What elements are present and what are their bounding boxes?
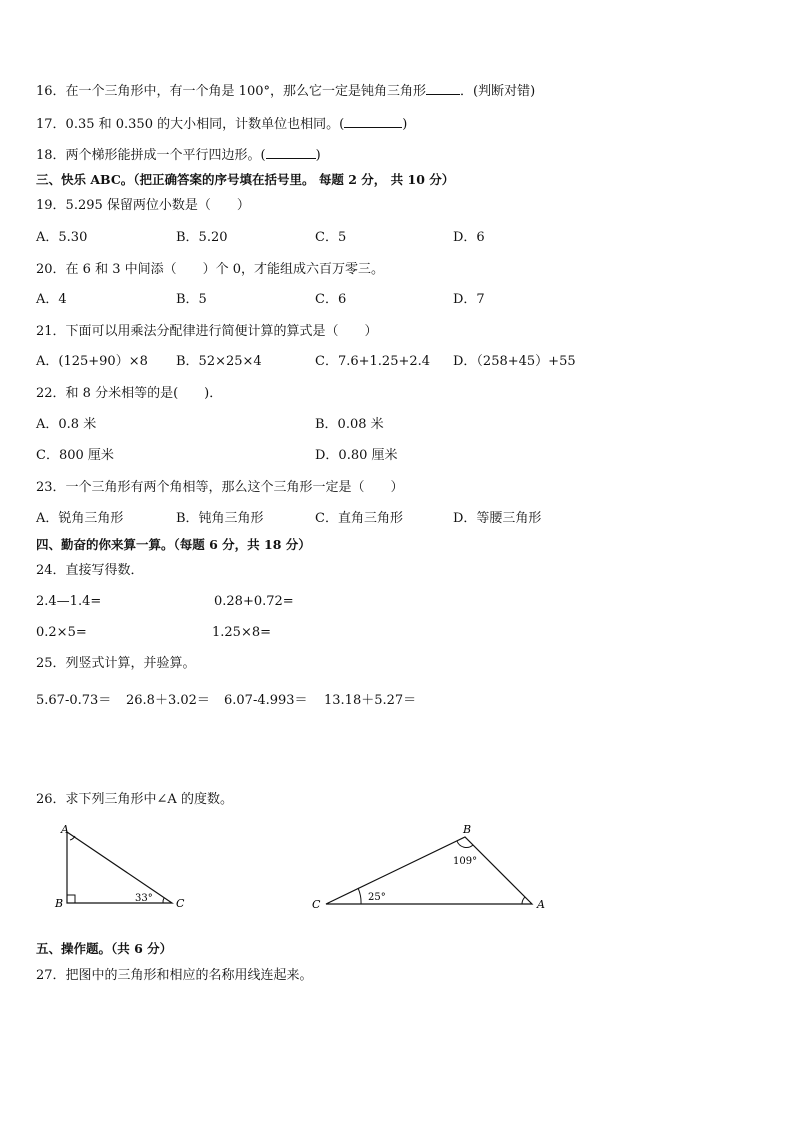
question-17-text: 17．0.35 和 0.350 的大小相同，计数单位也相同。( bbox=[36, 117, 345, 132]
q24-item-2: 0.28+0.72= bbox=[214, 594, 294, 609]
question-26-stem: 26．求下列三角形中∠A 的度数。 bbox=[36, 792, 233, 807]
q20-option-c[interactable]: C．6 bbox=[315, 292, 347, 307]
question-19-stem: 19．5.295 保留两位小数是（ ） bbox=[36, 198, 250, 213]
triangle-figure-1 bbox=[50, 818, 200, 918]
q19-option-d[interactable]: D．6 bbox=[453, 230, 485, 245]
angle-c-arc bbox=[163, 898, 164, 903]
question-16 bbox=[36, 82, 535, 100]
question-18-close: ) bbox=[315, 148, 321, 163]
q20-option-b[interactable]: B．5 bbox=[176, 292, 207, 307]
question-24-stem: 24．直接写得数． bbox=[36, 563, 144, 578]
triangle-1-outline bbox=[67, 832, 172, 903]
q24-item-3: 0.2×5= bbox=[36, 625, 87, 640]
q19-option-c[interactable]: C．5 bbox=[315, 230, 347, 245]
q23-option-b[interactable]: B．钝角三角形 bbox=[176, 511, 264, 526]
angle-c-value: 25° bbox=[368, 892, 386, 903]
q19-option-a[interactable]: A．5.30 bbox=[36, 230, 88, 245]
vertex-c-label: C bbox=[176, 897, 185, 910]
q20-option-a[interactable]: A．4 bbox=[36, 292, 67, 307]
question-21-stem: 21．下面可以用乘法分配律进行简便计算的算式是（ ） bbox=[36, 324, 378, 339]
vertex-b-label: B bbox=[55, 897, 64, 910]
answer-blank-16[interactable] bbox=[426, 82, 460, 95]
angle-a-arc bbox=[70, 836, 75, 840]
q25-item-1: 5.67-0.73＝ bbox=[36, 693, 112, 708]
question-22-stem: 22．和 8 分米相等的是( )． bbox=[36, 386, 223, 401]
vertex-c-label: C bbox=[312, 898, 321, 911]
vertex-a-label: A bbox=[537, 898, 545, 911]
q23-option-c[interactable]: C．直角三角形 bbox=[315, 511, 403, 526]
q22-option-d[interactable]: D．0.80 厘米 bbox=[315, 448, 398, 463]
right-angle-mark bbox=[67, 895, 75, 903]
section-4-heading: 四、勤奋的你来算一算。（每题 6 分，共 18 分） bbox=[36, 537, 311, 552]
question-20-stem: 20．在 6 和 3 中间添（ ）个 0，才能组成六百万零三。 bbox=[36, 262, 385, 277]
q23-option-a[interactable]: A．锐角三角形 bbox=[36, 511, 124, 526]
triangle-figure-2 bbox=[305, 818, 560, 918]
answer-blank-18[interactable] bbox=[266, 146, 316, 159]
angle-c-value: 33° bbox=[135, 893, 153, 904]
question-27-stem: 27．把图中的三角形和相应的名称用线连起来。 bbox=[36, 968, 313, 983]
q24-item-1: 2.4—1.4= bbox=[36, 594, 102, 609]
q19-option-b[interactable]: B．5.20 bbox=[176, 230, 228, 245]
section-5-heading: 五、操作题。（共 6 分） bbox=[36, 941, 173, 956]
q25-item-3: 6.07-4.993＝ bbox=[224, 693, 308, 708]
q21-option-d[interactable]: D．（258+45）+55 bbox=[453, 354, 576, 369]
question-17 bbox=[36, 115, 407, 133]
question-16-text: 16．在一个三角形中，有一个角是 100°，那么它一定是钝角三角形 bbox=[36, 84, 426, 99]
q22-option-a[interactable]: A．0.8 米 bbox=[36, 417, 97, 432]
q25-item-2: 26.8＋3.02＝ bbox=[126, 693, 210, 708]
vertex-a-label: A bbox=[61, 823, 69, 836]
angle-c-arc bbox=[358, 888, 361, 904]
angle-a-arc bbox=[522, 897, 525, 904]
section-3-heading: 三、快乐 ABC。（把正确答案的序号填在括号里。 每题 2 分， 共 10 分） bbox=[36, 172, 455, 187]
question-17-close: ) bbox=[402, 117, 408, 132]
triangle-2-outline bbox=[326, 837, 532, 904]
vertex-b-label: B bbox=[463, 823, 472, 836]
angle-b-value: 109° bbox=[453, 856, 478, 867]
question-18 bbox=[36, 146, 321, 164]
answer-blank-17[interactable] bbox=[344, 115, 402, 128]
q24-item-4: 1.25×8= bbox=[212, 625, 272, 640]
question-25-stem: 25．列竖式计算，并验算。 bbox=[36, 656, 196, 671]
q21-option-a[interactable]: A．(125+90）×8 bbox=[36, 354, 148, 369]
q25-item-4: 13.18＋5.27＝ bbox=[324, 693, 417, 708]
question-18-text: 18．两个梯形能拼成一个平行四边形。( bbox=[36, 148, 266, 163]
q21-option-c[interactable]: C．7.6+1.25+2.4 bbox=[315, 354, 431, 369]
q22-option-c[interactable]: C．800 厘米 bbox=[36, 448, 114, 463]
q23-option-d[interactable]: D．等腰三角形 bbox=[453, 511, 542, 526]
q22-option-b[interactable]: B．0.08 米 bbox=[315, 417, 384, 432]
q20-option-d[interactable]: D．7 bbox=[453, 292, 485, 307]
question-16-suffix: ．(判断对错) bbox=[460, 84, 536, 99]
q21-option-b[interactable]: B．52×25×4 bbox=[176, 354, 262, 369]
question-23-stem: 23．一个三角形有两个角相等，那么这个三角形一定是（ ） bbox=[36, 480, 404, 495]
